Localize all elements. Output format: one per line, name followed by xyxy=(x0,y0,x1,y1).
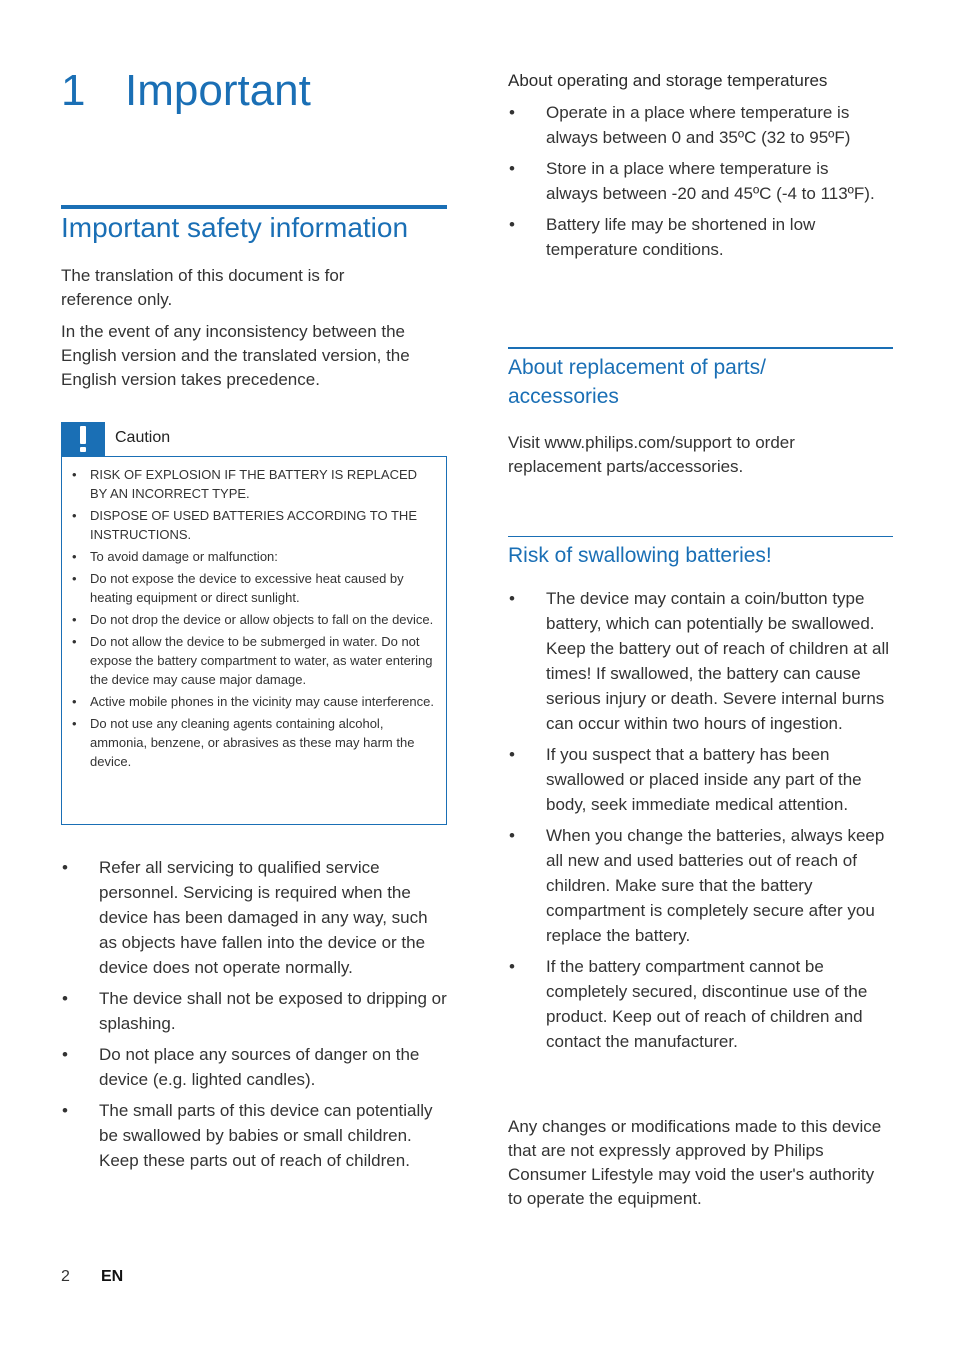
list-item: • Battery life may be shortened in low temperature conditions. xyxy=(508,212,878,262)
safety-para-2: In the event of any inconsistency between the English version and the translated version, the English version takes precedence. xyxy=(61,322,410,389)
caution-header xyxy=(61,422,447,456)
safety-intro xyxy=(61,264,447,392)
list-item: • Operate in a place where temperature is always between 0 and 35ºC (32 to 95ºF) xyxy=(508,100,878,150)
temperature-section xyxy=(508,70,893,268)
caution-label: Caution xyxy=(115,429,171,446)
list-item: • Refer all servicing to qualified service personnel. Servicing is required when the device has been damaged in any way, such as objects have fallen into the device or the device does not operate normally. xyxy=(61,855,447,980)
caution-list xyxy=(70,465,434,771)
replacement-heading xyxy=(508,353,893,411)
caution-item: • Do not drop the device or allow objects to fall on the device. xyxy=(70,610,434,629)
safety-bullet-list xyxy=(61,855,447,1173)
swallowing-heading: Risk of swallowing batteries! xyxy=(508,544,772,567)
list-item: • When you change the batteries, always keep all new and used batteries out of reach of children. Make sure that the battery compartment is completely secure after you replace the battery. xyxy=(508,823,893,948)
list-item: • Do not place any sources of danger on the device (e.g. lighted candles). xyxy=(61,1042,447,1092)
modifications-section xyxy=(508,1115,893,1211)
caution-item: • RISK OF EXPLOSION IF THE BATTERY IS REPLACED BY AN INCORRECT TYPE. xyxy=(70,465,434,503)
temperature-list xyxy=(508,100,878,262)
chapter-number: 1 xyxy=(61,66,86,115)
temperature-heading: About operating and storage temperatures xyxy=(508,71,828,90)
section-rule xyxy=(61,205,447,209)
section-rule xyxy=(508,536,893,537)
replacement-heading-line-1: About replacement of parts/ xyxy=(508,356,766,379)
list-item: • The small parts of this device can potentially be swallowed by babies or small children. Keep these parts out of reach of children. xyxy=(61,1098,447,1173)
page-number: 2 xyxy=(61,1268,70,1285)
list-item: • Store in a place where temperature is always between -20 and 45ºC (-4 to 113ºF). xyxy=(508,156,878,206)
replacement-heading-line-2: accessories xyxy=(508,385,619,408)
caution-item: • Active mobile phones in the vicinity may cause interference. xyxy=(70,692,434,711)
swallowing-list xyxy=(508,586,893,1054)
section-rule xyxy=(508,347,893,349)
swallowing-section xyxy=(508,536,893,1060)
replacement-section xyxy=(508,347,893,479)
caution-content xyxy=(61,456,447,825)
caution-item: • DISPOSE OF USED BATTERIES ACCORDING TO THE INSTRUCTIONS. xyxy=(70,506,434,544)
list-item: • The device shall not be exposed to dripping or splashing. xyxy=(61,986,447,1036)
exclamation-icon xyxy=(61,422,105,456)
safety-heading: Important safety information xyxy=(61,212,409,243)
page-footer xyxy=(61,1268,123,1286)
caution-item: • To avoid damage or malfunction: xyxy=(70,547,434,566)
caution-item: • Do not use any cleaning agents containing alcohol, ammonia, benzene, or abrasives as these may harm the device. xyxy=(70,714,434,771)
list-item: • If you suspect that a battery has been swallowed or placed inside any part of the body, seek immediate medical attention. xyxy=(508,742,893,817)
language-code: EN xyxy=(101,1268,124,1285)
modifications-text: Any changes or modifications made to this device that are not expressly approved by Philips Consumer Lifestyle may void the user's authority to operate the equipment. xyxy=(508,1117,882,1208)
chapter-title xyxy=(61,66,311,116)
safety-para-1: The translation of this document is for reference only. xyxy=(61,266,345,309)
replacement-text: Visit www.philips.com/support to order replacement parts/accessories. xyxy=(508,433,795,476)
safety-bullets xyxy=(61,855,447,1179)
list-item: • The device may contain a coin/button type battery, which can potentially be swallowed. Keep the battery out of reach of children at all times! If swallowed, the battery can cause serious injury or death. Severe internal burns can occur within two hours of ingestion. xyxy=(508,586,893,736)
caution-box xyxy=(61,422,447,825)
caution-item: • Do not allow the device to be submerged in water. Do not expose the battery compartment to water, as water entering the device may cause major damage. xyxy=(70,632,434,689)
chapter-title-text: Important xyxy=(125,66,311,115)
list-item: • If the battery compartment cannot be completely secured, discontinue use of the product. Keep out of reach of children and contact the manufacturer. xyxy=(508,954,893,1054)
caution-item: • Do not expose the device to excessive heat caused by heating equipment or direct sunlight. xyxy=(70,569,434,607)
